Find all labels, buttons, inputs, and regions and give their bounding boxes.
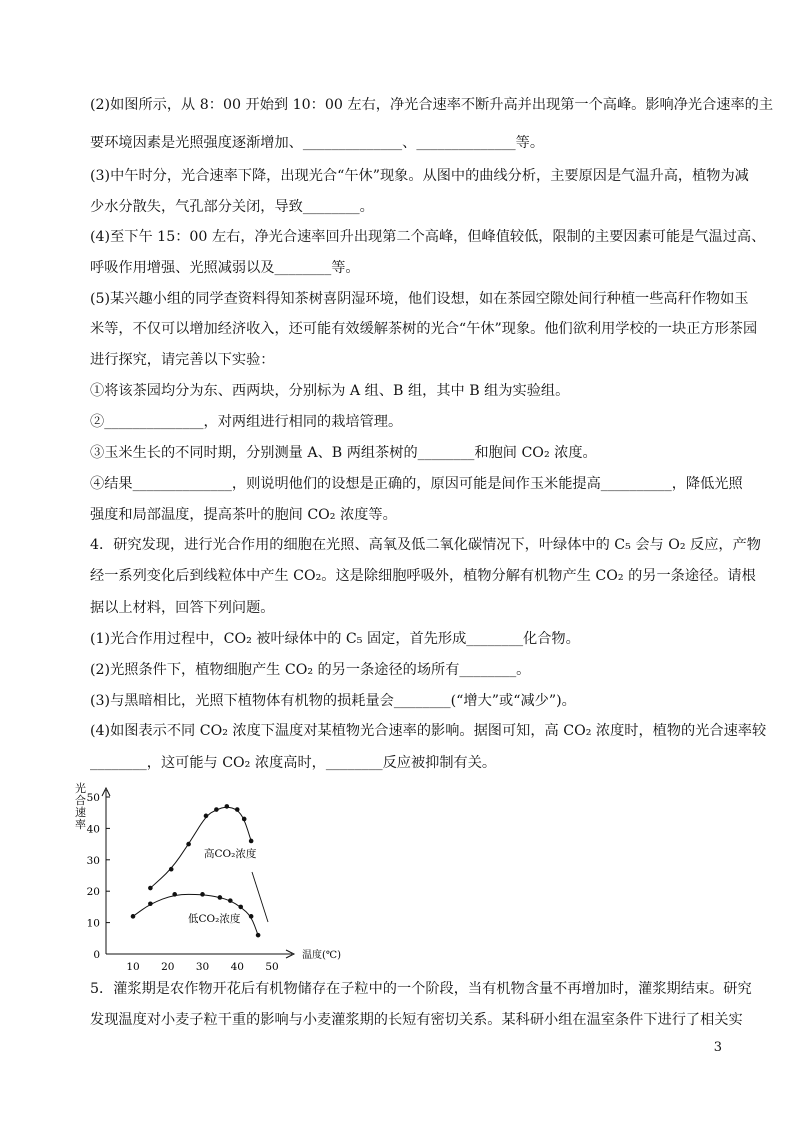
photosynthesis-chart <box>70 782 341 973</box>
text-line: ④结果______________，则说明他们的设想是正确的，原因可能是间作玉米能提高__________，降低光照 <box>90 476 743 492</box>
data-point <box>204 814 209 819</box>
text-line: (5)某兴趣小组的同学查资料得知茶树喜阴湿环境，他们设想，如在茶园空隙处间行种植一些高秆作物如玉 <box>90 291 749 307</box>
text-line: 呼吸作用增强、光照减弱以及________等。 <box>90 260 360 276</box>
label-leader-line <box>252 872 268 922</box>
x-tick-label: 10 <box>126 961 140 973</box>
text-line: ③玉米生长的不同时期，分别测量 A、B 两组茶树的________和胞间 CO₂ 浓度。 <box>90 445 597 461</box>
data-point <box>249 914 254 919</box>
text-line: (3)中午时分，光合速率下降，出现光合“午休”现象。从图中的曲线分析，主要原因是气温升高，植物为减 <box>90 168 749 184</box>
data-point <box>186 842 191 847</box>
data-point <box>148 901 153 906</box>
text-line: 少水分散失，气孔部分关闭，导致________。 <box>90 199 374 215</box>
text-line: (3)与黑暗相比，光照下植物体有机物的损耗量会________(“增大”或“减少”)。 <box>90 693 576 709</box>
text-line: 经一系列变化后到线粒体中产生 CO₂。这是除细胞呼吸外，植物分解有机物产生 CO₂ 的另一条途径。请根 <box>90 568 756 584</box>
data-point <box>228 898 233 903</box>
text-line: 4．研究发现，进行光合作用的细胞在光照、高氧及低二氧化碳情况下，叶绿体中的 C₅ 会与 O₂ 反应，产物 <box>90 537 761 553</box>
text-line: 发现温度对小麦子粒干重的影响与小麦灌浆期的长短有密切关系。某科研小组在温室条件下进行了相关实 <box>90 1012 743 1028</box>
y-tick-label: 0 <box>93 949 100 961</box>
text-line: 强度和局部温度，提高茶叶的胞间 CO₂ 浓度等。 <box>90 507 397 523</box>
y-tick-label: 50 <box>86 792 100 804</box>
series-label-high: 高CO₂浓度 <box>204 848 257 860</box>
y-tick-label: 20 <box>86 886 100 899</box>
text-line: 米等，不仅可以增加经济收入，还可能有效缓解茶树的光合“午休”现象。他们欲利用学校的一块正方形茶园 <box>90 321 758 337</box>
y-tick-label: 30 <box>86 854 100 867</box>
text-line: ①将该茶园均分为东、西两块，分别标为 A 组、B 组，其中 B 组为实验组。 <box>90 383 570 399</box>
y-axis-label: 光合速率 <box>75 782 86 831</box>
data-point <box>238 905 243 910</box>
text-line: (4)至下午 15：00 左右，净光合速率回升出现第二个高峰，但峰值较低，限制的主要因素可能是气温过高、 <box>90 229 766 245</box>
text-line: 进行探究，请完善以下实验： <box>90 352 275 368</box>
series-label-low: 低CO₂浓度 <box>188 913 241 925</box>
data-point <box>235 807 240 812</box>
data-point <box>131 914 136 919</box>
data-point <box>169 867 174 872</box>
text-line: 5．灌浆期是农作物开花后有机物储存在子粒中的一个阶段，当有机物含量不再增加时，灌浆期结束。研究 <box>90 981 752 997</box>
data-point <box>249 839 254 844</box>
y-tick-label: 10 <box>86 917 100 930</box>
page-number: 3 <box>713 1040 722 1055</box>
text-line: 据以上材料，回答下列问题。 <box>90 600 275 616</box>
x-tick-label: 50 <box>265 961 279 973</box>
data-point <box>225 804 230 809</box>
data-point <box>172 892 177 897</box>
data-point <box>214 807 219 812</box>
text-line: ________，这可能与 CO₂ 浓度高时，________反应被抑制有关。 <box>90 755 497 771</box>
x-tick-label: 40 <box>230 961 244 973</box>
text-line: ②______________，对两组进行相同的栽培管理。 <box>90 414 403 430</box>
text-line: (1)光合作用过程中，CO₂ 被叶绿体中的 C₅ 固定，首先形成________化合物。 <box>90 631 580 647</box>
x-axis-label: 温度(℃) <box>302 950 341 961</box>
x-tick-label: 20 <box>161 961 175 973</box>
text-line: (2)光照条件下，植物细胞产生 CO₂ 的另一条途径的场所有________。 <box>90 662 531 678</box>
data-point <box>148 886 153 891</box>
text-line: 要环境因素是光照强度逐渐增加、______________、______________等。 <box>90 135 545 151</box>
data-point <box>256 933 261 938</box>
x-tick-label: 30 <box>195 961 210 973</box>
data-point <box>242 817 247 822</box>
text-line: (4)如图表示不同 CO₂ 浓度下温度对某植物光合速率的影响。据图可知，高 CO₂ 浓度时，植物的光合速率较 <box>90 723 767 739</box>
text-line: (2)如图所示，从 8：00 开始到 10：00 左右，净光合速率不断升高并出现第一个高峰。影响净光合速率的主 <box>90 97 774 113</box>
data-point <box>218 895 223 900</box>
y-tick-label: 40 <box>86 823 100 836</box>
data-point <box>200 892 205 897</box>
